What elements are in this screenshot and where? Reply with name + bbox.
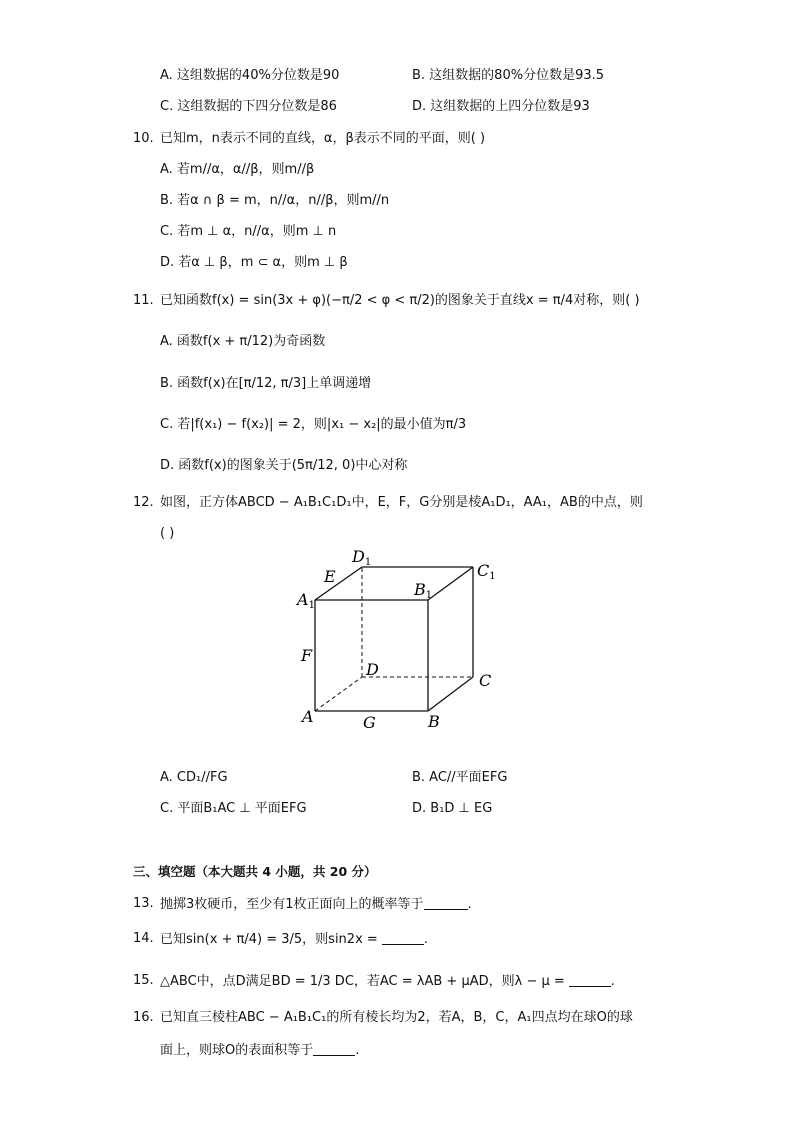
q14-text: 已知sin(x + π/4) = 3/5，则sin2x = xyxy=(160,932,378,947)
label-b: B xyxy=(428,712,440,731)
q12-stem: 如图，正方体ABCD − A₁B₁C₁D₁中，E，F，G分别是棱A₁D₁，AA₁，AB的中点，则 xyxy=(160,495,643,510)
q9-option-a: A. 这组数据的40%分位数是90 xyxy=(160,68,340,83)
edge-b1-c1 xyxy=(428,567,473,600)
edge-a1-d1 xyxy=(315,567,362,600)
q15-line xyxy=(160,972,615,991)
q13-answer-blank[interactable] xyxy=(424,895,468,910)
q10-number: 10. xyxy=(133,131,154,146)
q14-line xyxy=(160,930,428,949)
label-d1: D1 xyxy=(352,547,372,568)
q12-option-c: C. 平面B₁AC ⊥ 平面EFG xyxy=(160,801,307,816)
q10-option-d: D. 若α ⊥ β，m ⊂ α，则m ⊥ β xyxy=(160,255,348,270)
q14-answer-blank[interactable] xyxy=(382,930,424,945)
q16-line2 xyxy=(160,1041,359,1060)
q16-number: 16. xyxy=(133,1010,154,1025)
q10-stem: 已知m，n表示不同的直线，α，β表示不同的平面，则( ) xyxy=(160,131,486,146)
label-e: E xyxy=(324,567,336,586)
label-a1: A1 xyxy=(297,590,315,611)
q11-stem: 已知函数f(x) = sin(3x + φ)(−π/2 < φ < π/2)的图象关于直线x = π/4对称，则( ) xyxy=(160,293,640,308)
label-g: G xyxy=(363,713,376,732)
label-b1: B1 xyxy=(414,580,433,601)
label-a: A xyxy=(302,707,314,726)
q15-end: . xyxy=(610,974,615,989)
q10-option-b: B. 若α ∩ β = m，n//α，n//β，则m//n xyxy=(160,193,390,208)
q15-number: 15. xyxy=(133,973,154,988)
q12-number: 12. xyxy=(133,495,154,510)
q16-text-line1: 已知直三棱柱ABC − A₁B₁C₁的所有棱长均为2，若A，B，C，A₁四点均在球O的球 xyxy=(160,1010,633,1025)
q14-end: . xyxy=(423,932,428,947)
q12-option-b: B. AC//平面EFG xyxy=(412,770,508,785)
section-3-title: 三、填空题（本大题共 4 小题，共 20 分） xyxy=(133,864,377,879)
q12-option-a: A. CD₁//FG xyxy=(160,770,228,785)
q13-end: . xyxy=(467,897,472,912)
q11-option-b: B. 函数f(x)在[π/12, π/3]上单调递增 xyxy=(160,376,372,391)
q9-option-d: D. 这组数据的上四分位数是93 xyxy=(412,99,590,114)
q11-option-c: C. 若|f(x₁) − f(x₂)| = 2，则|x₁ − x₂|的最小值为π/3 xyxy=(160,417,467,432)
q11-option-a: A. 函数f(x + π/12)为奇函数 xyxy=(160,334,326,349)
q12-option-d: D. B₁D ⊥ EG xyxy=(412,801,493,816)
cube-figure xyxy=(290,545,510,735)
q14-number: 14. xyxy=(133,931,154,946)
q13-line xyxy=(160,895,472,914)
q11-option-d: D. 函数f(x)的图象关于(5π/12, 0)中心对称 xyxy=(160,458,408,473)
q9-option-b: B. 这组数据的80%分位数是93.5 xyxy=(412,68,605,83)
q13-text: 抛掷3枚硬币，至少有1枚正面向上的概率等于 xyxy=(160,897,424,912)
q16-text-line2: 面上，则球O的表面积等于 xyxy=(160,1043,314,1058)
label-c1: C1 xyxy=(477,561,496,582)
q15-answer-blank[interactable] xyxy=(569,972,611,987)
edge-b-c xyxy=(428,677,473,711)
label-c: C xyxy=(479,671,492,690)
q12-stem-parens: ( ) xyxy=(160,526,175,541)
q16-answer-blank[interactable] xyxy=(313,1041,355,1056)
q15-text: △ABC中，点D满足BD = 1/3 DC，若AC = λAB + μAD，则λ − μ = xyxy=(160,974,565,989)
edge-a-d xyxy=(315,677,362,711)
q10-option-a: A. 若m//α，α//β，则m//β xyxy=(160,162,315,177)
label-f: F xyxy=(301,646,313,665)
q16-end: . xyxy=(355,1043,360,1058)
q11-number: 11. xyxy=(133,293,154,308)
q9-option-c: C. 这组数据的下四分位数是86 xyxy=(160,99,337,114)
label-d: D xyxy=(366,660,379,679)
q13-number: 13. xyxy=(133,896,154,911)
q10-option-c: C. 若m ⊥ α，n//α，则m ⊥ n xyxy=(160,224,337,239)
